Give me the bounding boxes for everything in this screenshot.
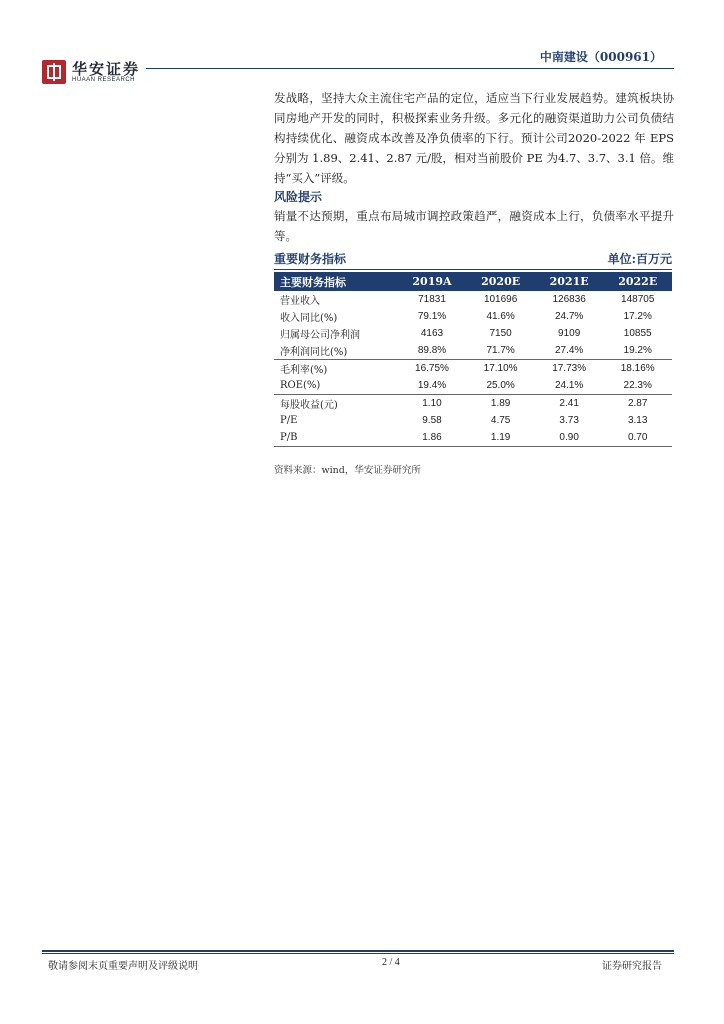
row-label: 营业收入 (280, 296, 320, 307)
risk-heading: 风险提示 (274, 190, 323, 204)
table-caption (274, 250, 672, 270)
row-label: 毛利率(%) (274, 360, 398, 378)
table-cell: 24.7% (554, 311, 584, 322)
body-text (274, 88, 674, 246)
financial-table (274, 272, 672, 447)
table-cell: 17.73% (535, 360, 604, 378)
table-header-row (274, 272, 672, 291)
table-cell: 1.10 (398, 395, 467, 413)
footer-divider (42, 950, 674, 952)
table-cell: 9109 (558, 328, 581, 339)
huaan-logo-icon (42, 60, 66, 84)
footer-divider-thin (42, 953, 674, 954)
table-cell: 126836 (552, 294, 586, 305)
table-cell: 10855 (623, 328, 652, 339)
disclaimer-note: 敬请参阅末页重要声明及评级说明 (48, 961, 198, 972)
summary-paragraph: 发战略，坚持大众主流住宅产品的定位，适应当下行业发展趋势。建筑板块协同房地产开发的同时，积极探索业务升级。多元化的融资渠道助力公司负债结构持续优化、融资成本改善及净负债率的下行。预计公司2020-2022 年 EPS 分别为 1.89、2.41、2.87 元/股，相对当前股价 PE 为4.7、3.7、3.1 倍。维持“买入”评级。 (274, 91, 674, 185)
table-cell: 3.13 (627, 415, 648, 426)
table-cell: 0.70 (603, 429, 672, 447)
row-label: ROE(%) (280, 380, 321, 391)
logo-english: HUAAN RESEARCH (72, 77, 136, 83)
row-label: 收入同比(%) (280, 313, 338, 324)
financial-table-section (274, 250, 672, 447)
row-label: 归属母公司净利润 (280, 330, 360, 341)
header-cell: 2020E (466, 272, 535, 291)
page-header (42, 46, 674, 86)
header-divider (146, 68, 674, 69)
table-row (274, 377, 672, 395)
table-row (274, 325, 672, 342)
risk-paragraph: 销量不达预期，重点布局城市调控政策趋严，融资成本上行，负债率水平提升等。 (274, 209, 674, 243)
report-title: 中南建设（000961） (539, 50, 662, 64)
table-cell: 71.7% (486, 345, 515, 356)
table-row (274, 308, 672, 325)
table-row (274, 342, 672, 360)
row-label: P/E (280, 415, 298, 426)
row-label: P/B (274, 429, 398, 447)
table-cell: 22.3% (623, 380, 652, 391)
row-label: 净利润同比(%) (280, 347, 348, 358)
table-title: 重要财务指标 (274, 252, 347, 266)
row-label: 每股收益(元) (274, 395, 398, 413)
table-cell: 9.58 (422, 415, 442, 426)
table-cell: 101696 (483, 294, 518, 305)
table-cell: 2.41 (535, 395, 604, 413)
table-cell: 1.19 (466, 429, 535, 447)
table-cell: 7150 (489, 328, 512, 339)
table-row (274, 360, 672, 378)
logo-name: 华安证券 (72, 60, 141, 78)
table-cell: 19.2% (623, 345, 652, 356)
table-cell: 148705 (621, 294, 655, 305)
table-cell: 79.1% (417, 311, 447, 322)
table-source-note: 资料来源：wind，华安证券研究所 (274, 465, 421, 476)
table-cell: 41.6% (486, 311, 515, 322)
table-cell: 1.86 (398, 429, 467, 447)
header-cell: 主要财务指标 (274, 272, 398, 291)
table-row (274, 395, 672, 413)
table-cell: 0.90 (535, 429, 604, 447)
table-cell: 1.89 (466, 395, 535, 413)
header-cell: 2021E (535, 272, 604, 291)
table-cell: 16.75% (398, 360, 467, 378)
page-footer (42, 957, 674, 971)
table-row (274, 291, 672, 308)
table-cell: 19.4% (417, 380, 447, 391)
page-number: 2 / 4 (382, 957, 400, 968)
table-cell: 2.87 (603, 395, 672, 413)
table-cell: 17.2% (623, 311, 652, 322)
header-cell: 2019A (398, 272, 467, 291)
table-cell: 89.8% (417, 345, 447, 356)
table-cell: 71831 (418, 294, 446, 305)
table-cell: 17.10% (466, 360, 535, 378)
table-row (274, 412, 672, 429)
table-cell: 25.0% (486, 380, 515, 391)
table-cell: 3.73 (559, 415, 579, 426)
header-cell: 2022E (603, 272, 672, 291)
table-cell: 4.75 (490, 415, 511, 426)
table-cell: 27.4% (554, 345, 584, 356)
table-cell: 4163 (420, 328, 444, 339)
table-unit: 单位:百万元 (607, 252, 672, 266)
table-cell: 24.1% (554, 380, 584, 391)
report-type: 证券研究报告 (602, 961, 662, 972)
table-cell: 18.16% (603, 360, 672, 378)
table-row (274, 429, 672, 447)
